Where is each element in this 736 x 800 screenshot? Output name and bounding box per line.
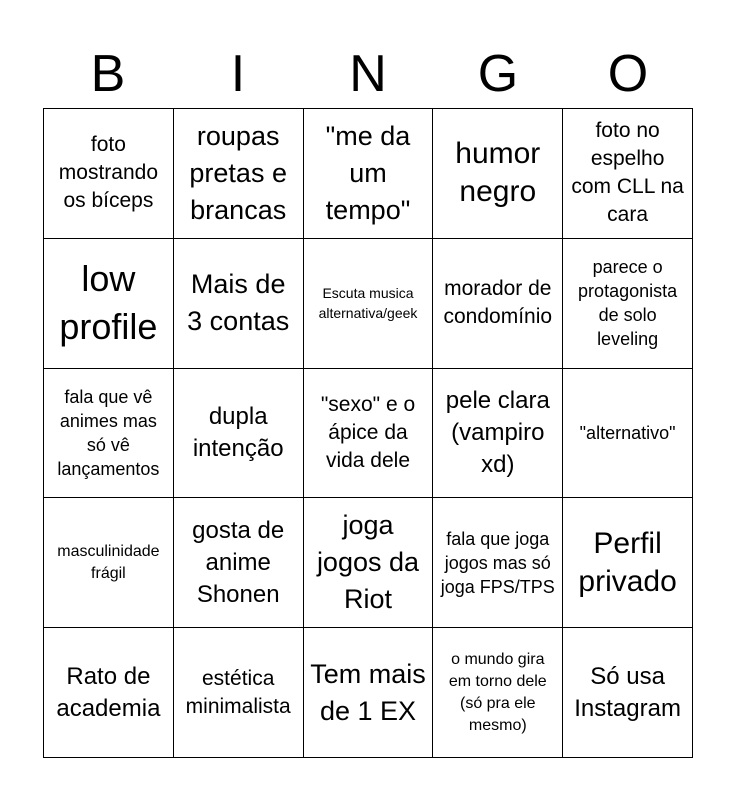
cell-text: Só usa Instagram xyxy=(574,662,681,722)
bingo-cell[interactable] xyxy=(563,369,693,499)
cell-text: pele clara (vampiro xd) xyxy=(445,386,550,478)
cell-text: dupla intenção xyxy=(192,402,284,462)
cell-text: Perfil privado xyxy=(578,526,677,598)
bingo-cell[interactable] xyxy=(174,498,304,628)
bingo-header xyxy=(43,40,693,108)
cell-text: "me da um tempo" xyxy=(325,120,411,225)
cell-text: foto no espelho com CLL na cara xyxy=(571,119,684,227)
cell-text: roupas pretas e brancas xyxy=(189,120,287,225)
header-letter-o: O xyxy=(607,45,649,103)
header-letter-b: B xyxy=(90,45,126,103)
cell-text: masculinidade frágil xyxy=(57,542,160,582)
cell-text: humor negro xyxy=(455,137,541,209)
cell-text: estética minimalista xyxy=(185,666,291,718)
bingo-cell[interactable] xyxy=(433,239,563,369)
bingo-cell[interactable] xyxy=(44,628,174,758)
cell-text: Tem mais de 1 EX xyxy=(310,658,426,726)
cell-text: "sexo" e o ápice da vida dele xyxy=(320,392,416,472)
cell-text: Mais de 3 contas xyxy=(187,269,290,337)
bingo-cell[interactable] xyxy=(44,239,174,369)
cell-text: Rato de academia xyxy=(56,662,161,722)
bingo-cell[interactable] xyxy=(44,498,174,628)
bingo-cell[interactable] xyxy=(563,498,693,628)
cell-text: "alternativo" xyxy=(579,422,676,443)
header-letter-i: I xyxy=(230,45,246,103)
bingo-cell[interactable] xyxy=(304,239,434,369)
bingo-cell[interactable] xyxy=(563,239,693,369)
cell-text: morador de condomínio xyxy=(443,277,553,329)
cell-text: joga jogos da Riot xyxy=(316,510,420,615)
bingo-cell[interactable] xyxy=(174,109,304,239)
cell-text: foto mostrando os bíceps xyxy=(58,133,158,213)
bingo-cell[interactable] xyxy=(304,628,434,758)
bingo-cell[interactable] xyxy=(304,498,434,628)
bingo-cell[interactable] xyxy=(174,369,304,499)
bingo-cell[interactable] xyxy=(433,369,563,499)
bingo-cell[interactable] xyxy=(174,628,304,758)
cell-text: gosta de anime Shonen xyxy=(192,516,285,608)
bingo-cell[interactable] xyxy=(433,628,563,758)
cell-text: low profile xyxy=(59,258,158,348)
cell-text: fala que vê animes mas só vê lançamentos xyxy=(57,386,160,479)
bingo-cell[interactable] xyxy=(563,109,693,239)
bingo-board xyxy=(43,108,693,758)
header-letter-g: G xyxy=(477,45,519,103)
bingo-cell[interactable] xyxy=(563,628,693,758)
bingo-cell[interactable] xyxy=(304,369,434,499)
cell-text: parece o protagonista de solo leveling xyxy=(578,257,678,350)
bingo-cell[interactable] xyxy=(433,498,563,628)
bingo-cell[interactable] xyxy=(304,109,434,239)
bingo-cell[interactable] xyxy=(44,109,174,239)
cell-text: fala que joga jogos mas só joga FPS/TPS xyxy=(440,528,555,597)
bingo-cell[interactable] xyxy=(433,109,563,239)
bingo-cell[interactable] xyxy=(44,369,174,499)
cell-text: o mundo gira em torno dele (só pra ele mesmo) xyxy=(448,650,547,734)
cell-text: Escuta musica alternativa/geek xyxy=(318,285,418,322)
bingo-cell[interactable] xyxy=(174,239,304,369)
header-letter-n: N xyxy=(349,45,387,103)
